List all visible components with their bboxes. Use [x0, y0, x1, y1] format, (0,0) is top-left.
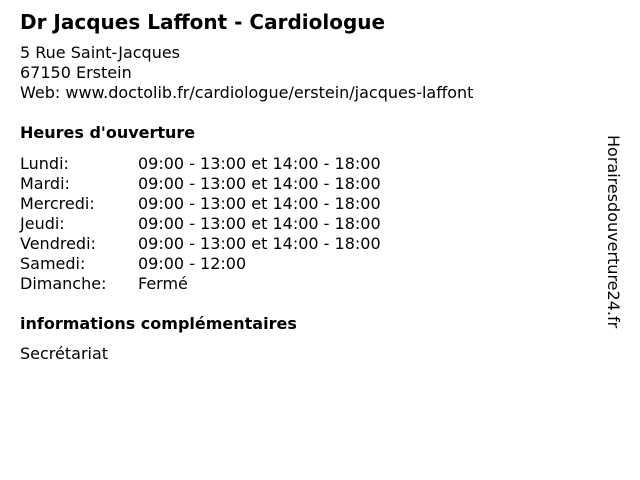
hours-row-tuesday	[20, 174, 381, 194]
day-label: Vendredi:	[20, 234, 96, 253]
site-watermark: Horairesdouverture24.fr	[604, 135, 623, 329]
additional-info-text: Secrétariat	[20, 344, 109, 363]
day-hours: 09:00 - 13:00 et 14:00 - 18:00	[138, 234, 381, 253]
day-label: Lundi:	[20, 154, 69, 173]
hours-row-monday	[20, 154, 381, 174]
day-hours: 09:00 - 13:00 et 14:00 - 18:00	[138, 174, 381, 193]
opening-hours-heading: Heures d'ouverture	[20, 123, 196, 142]
day-label: Mercredi:	[20, 194, 95, 213]
hours-row-wednesday	[20, 194, 381, 214]
day-label: Samedi:	[20, 254, 86, 273]
hours-row-sunday	[20, 274, 381, 294]
day-hours: 09:00 - 13:00 et 14:00 - 18:00	[138, 154, 381, 173]
additional-info-heading: informations complémentaires	[20, 314, 297, 333]
day-hours: 09:00 - 13:00 et 14:00 - 18:00	[138, 194, 381, 213]
hours-row-saturday	[20, 254, 381, 274]
page-title: Dr Jacques Laffont - Cardiologue	[20, 10, 386, 34]
day-label: Mardi:	[20, 174, 70, 193]
address-city: 67150 Erstein	[20, 63, 132, 82]
address-street: 5 Rue Saint-Jacques	[20, 43, 181, 62]
hours-row-thursday	[20, 214, 381, 234]
day-hours: Fermé	[138, 274, 188, 293]
day-hours: 09:00 - 13:00 et 14:00 - 18:00	[138, 214, 381, 233]
address-block	[20, 43, 473, 103]
day-hours: 09:00 - 12:00	[138, 254, 247, 273]
hours-row-friday	[20, 234, 381, 254]
website-text: Web: www.doctolib.fr/cardiologue/erstein/jacques-laffont	[20, 83, 474, 102]
day-label: Dimanche:	[20, 274, 107, 293]
day-label: Jeudi:	[20, 214, 65, 233]
opening-hours-table	[20, 154, 381, 294]
